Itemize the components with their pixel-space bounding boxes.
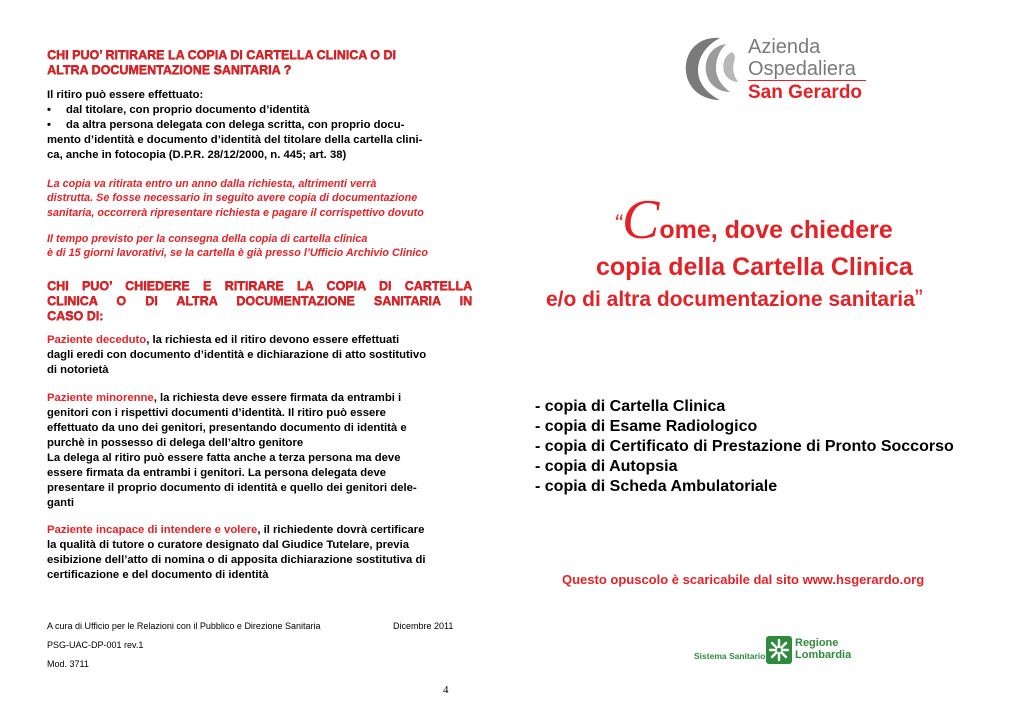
case-text: purchè in possesso di delega dell’altro genitore [47, 437, 304, 450]
heading-line: CASO DI: [47, 309, 104, 324]
case-text: esibizione dell’atto di nomina o di apposita dichiarazione sostitutiva di [47, 554, 426, 567]
footer-doc-code: PSG-UAC-DP-001 rev.1 [47, 640, 144, 650]
left-panel [47, 48, 472, 583]
case-text: la qualità di tutore o curatore designato dal Giudice Tutelare, previa [47, 539, 409, 552]
list-item: - copia di Autopsia [535, 458, 678, 475]
bullet-text: da altra persona delegata con delega scritta, con proprio docu- [66, 119, 405, 131]
case-text: genitori con i rispettivi documenti d’identità. Il ritiro può essere [47, 407, 386, 420]
bullet-text: mento d’identità e documento d’identità del titolare della cartella clini- [47, 134, 423, 146]
footer-mod: Mod. 3711 [47, 659, 89, 669]
case-text: dagli eredi con documento d’identità e dichiarazione di atto sostitutivo [47, 349, 427, 362]
heading-line: CLINICA O DI ALTRA DOCUMENTAZIONE SANITARIA IN [47, 294, 472, 309]
note-line: sanitaria, occorrerà ripresentare richiesta e pagare il corrispettivo dovuto [47, 206, 424, 219]
note-line: è di 15 giorni lavorativi, se la cartella è già presso l’Ufficio Archivio Clinico [47, 247, 429, 260]
page-number: 4 [443, 684, 449, 696]
bullet-item [47, 118, 472, 133]
note-line: distrutta. Se fosse necessario in seguito avere copia di documentazione [47, 192, 418, 205]
section1-heading [47, 48, 472, 78]
case-incapable [47, 523, 472, 583]
title-initial-c: C [622, 189, 660, 251]
logo-san-gerardo: San Gerardo [748, 82, 863, 103]
section2-heading-end [47, 309, 472, 324]
case-text: essere firmata da entrambi i genitori. La persona delegata deve [47, 467, 387, 480]
case-text: , la richiesta deve essere firmata da entrambi i [153, 392, 402, 405]
case-minor [47, 391, 472, 511]
hospital-logo [680, 32, 880, 107]
close-quote: ” [914, 285, 923, 312]
regione-text: Regione [795, 637, 839, 649]
section1-body [47, 88, 472, 163]
case-label: Paziente minorenne [47, 392, 154, 405]
logo-divider [748, 80, 866, 81]
ao-san-gerardo-swirl-icon [680, 34, 746, 104]
open-quote: “ [614, 210, 622, 237]
bullet-text: ca, anche in fotocopia (D.P.R. 28/12/2000, n. 445; art. 38) [47, 149, 347, 161]
case-text: ganti [47, 497, 74, 510]
title-text: e/o di altra documentazione sanitaria [546, 288, 915, 311]
note-line: La copia va ritirata entro un anno dalla richiesta, altrimenti verrà [47, 178, 377, 190]
bullet-icon: • [47, 119, 51, 131]
case-text: di notorietà [47, 364, 109, 377]
lombardia-text: Lombardia [795, 649, 852, 661]
note-retrieval-deadline [47, 177, 472, 220]
case-deceased [47, 333, 472, 378]
note-delivery-time [47, 232, 472, 261]
note-line: Il tempo previsto per la consegna della copia di cartella clinica [47, 232, 368, 245]
case-label: Paziente incapace di intendere e volere [47, 524, 258, 537]
logo-azienda: Azienda [748, 36, 821, 58]
case-text: , il richiedente dovrà certificare [257, 524, 425, 537]
section2-heading [47, 279, 472, 309]
list-item: - copia di Certificato di Prestazione di Pronto Soccorso [535, 438, 954, 455]
list-item: - copia di Cartella Clinica [535, 398, 726, 415]
title-text: ome, dove chiedere [659, 216, 893, 244]
list-item: - copia di Esame Radiologico [535, 418, 758, 435]
footer-date: Dicembre 2011 [393, 621, 454, 631]
intro-text: Il ritiro può essere effettuato: [47, 89, 204, 101]
brochure-title-line1 [614, 189, 893, 251]
heading-line: ALTRA DOCUMENTAZIONE SANITARIA ? [47, 63, 292, 77]
regione-lombardia-rose-icon [766, 636, 792, 664]
heading-line: CHI PUO’ CHIEDERE E RITIRARE LA COPIA DI CARTELLA [47, 279, 472, 294]
download-note: Questo opuscolo è scaricabile dal sito www.hsgerardo.org [562, 572, 925, 587]
case-line [47, 333, 472, 348]
list-item: - copia di Scheda Ambulatoriale [535, 478, 778, 495]
case-label: Paziente deceduto [47, 334, 147, 347]
case-line [47, 391, 472, 406]
brochure-title-line3 [546, 285, 923, 313]
case-text: certificazione e del documento di identità [47, 569, 269, 582]
bullet-text: dal titolare, con proprio documento d’identità [66, 104, 310, 116]
document-types-list [535, 397, 954, 497]
case-text: , la richiesta ed il ritiro devono essere effettuati [146, 334, 400, 347]
logo-ospedaliera: Ospedaliera [748, 58, 856, 80]
regione-lombardia-logo [694, 634, 864, 670]
heading-line: CHI PUO’ RITIRARE LA COPIA DI CARTELLA CLINICA O DI [47, 48, 396, 62]
case-text: La delega al ritiro può essere fatta anche a terza persona ma deve [47, 452, 401, 465]
case-text: presentare il proprio documento di identità e quello dei genitori dele- [47, 482, 417, 495]
bullet-icon: • [47, 104, 51, 116]
bullet-item [47, 103, 472, 118]
case-text: effettuato da uno dei genitori, presentando documento di identità e [47, 422, 407, 435]
sistema-sanitario-text: Sistema Sanitario [694, 651, 766, 661]
case-line [47, 523, 472, 538]
brochure-title-line2: copia della Cartella Clinica [596, 253, 913, 281]
footer-credit: A cura di Ufficio per le Relazioni con il Pubblico e Direzione Sanitaria [47, 621, 321, 631]
